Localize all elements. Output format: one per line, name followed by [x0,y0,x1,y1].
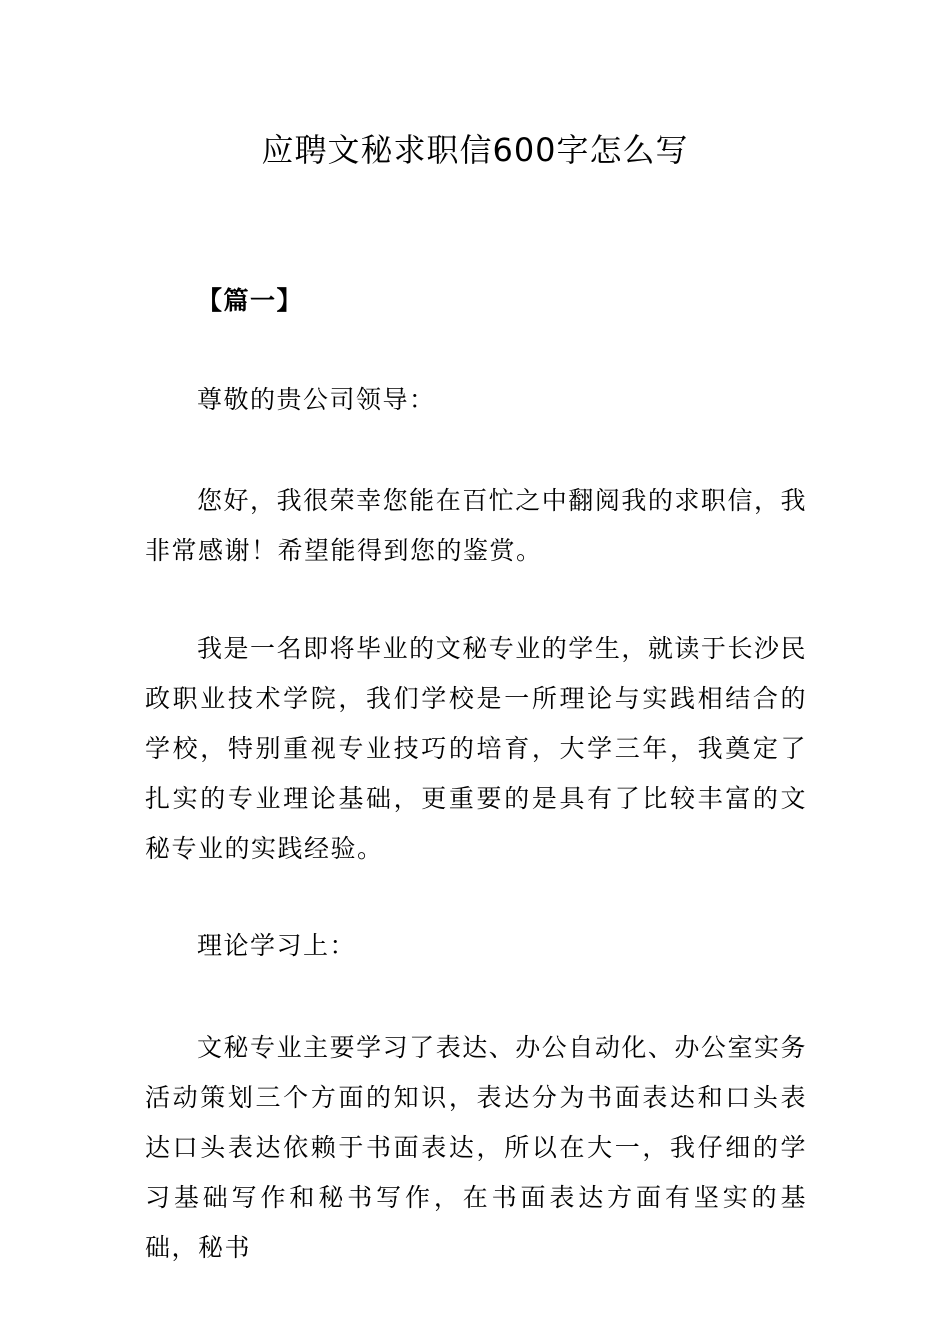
paragraph-theory-body: 文秘专业主要学习了表达、办公自动化、办公室实务活动策划三个方面的知识，表达分为书面表达和口头表达口头表达依赖于书面表达，所以在大一，我仔细的学习基础写作和秘书写作，在书面表达方面有坚实的基础，秘书 [145,1033,807,1262]
salutation: 尊敬的贵公司领导： [197,385,436,414]
document-title: 应聘文秘求职信600字怎么写 [261,131,689,169]
paragraph-theory-heading: 理论学习上： [197,931,357,960]
paragraph-introduction: 我是一名即将毕业的文秘专业的学生，就读于长沙民政职业技术学院，我们学校是一所理论与实践相结合的学校，特别重视专业技巧的培育，大学三年，我奠定了扎实的专业理论基础，更重要的是具有了比较丰富的文秘专业的实践经验。 [145,634,807,863]
paragraph-greeting: 您好，我很荣幸您能在百忙之中翻阅我的求职信，我非常感谢！希望能得到您的鉴赏。 [145,486,807,565]
section-label: 【篇一】 [197,286,304,315]
